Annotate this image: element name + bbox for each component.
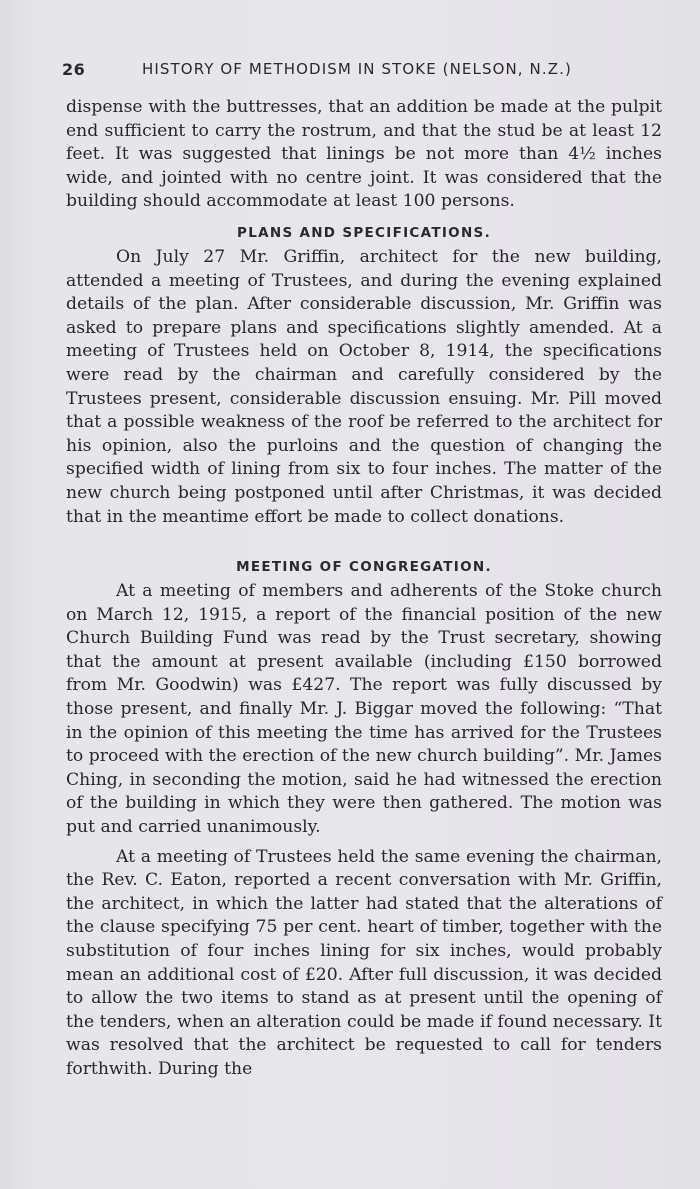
paragraph-meeting: At a meeting of members and adherents of the Stoke church on March 12, 1915, a report of the financial position of the new Church Building Fund was read by the Trust secretary, showing that the amount at present available (including £150 borrowed from Mr. Goodwin) was £427. The report was fully discussed by those present, and finally Mr. J. Biggar moved the following: “That in the opinion of this meeting the time has arrived for the Trustees to proceed with the erection of the new church building”. Mr. James Ching, in seconding the motion, said he had witnessed the erection of the building in which they were then gathered. The motion was put and carried unanimously. <box>66 581 662 838</box>
running-title: HISTORY OF METHODISM IN STOKE (NELSON, N.Z.) <box>142 60 572 78</box>
section-heading-plans: PLANS AND SPECIFICATIONS. <box>237 224 491 241</box>
paragraph-intro: dispense with the buttresses, that an addition be made at the pulpit end sufficient to carry the rostrum, and that the stud be at least 12 feet. It was suggested that linings be not more than 4½ inches wide, and jointed with no centre joint. It was considered that the building should accommodate at least 100 persons. <box>66 97 662 212</box>
page-number: 26 <box>62 60 86 79</box>
running-header <box>62 60 662 82</box>
paragraph-trustees: At a meeting of Trustees held the same evening the chairman, the Rev. C. Eaton, reported a recent conversation with Mr. Griffin, the architect, in which the latter had stated that the alterations of the clause specifying 75 per cent. heart of timber, together with the substitution of four inches lining for six inches, would probably mean an additional cost of £20. After full discussion, it was decided to allow the two items to stand as at present until the opening of the tenders, when an alteration could be made if found necessary. It was resolved that the architect be requested to call for tenders forthwith. During the <box>66 846 662 1079</box>
section-heading-meeting: MEETING OF CONGREGATION. <box>236 559 492 576</box>
paragraph-plans: On July 27 Mr. Griffin, architect for the new building, attended a meeting of Trustees, and during the evening explained details of the plan. After considerable discussion, Mr. Griffin was asked to prepare plans and specifications slightly amended. At a meeting of Trustees held on October 8, 1914, the specifications were read by the chairman and carefully considered by the Trustees present, considerable discussion ensuing. Mr. Pill moved that a possible weakness of the roof be referred to the architect for his opinion, also the purloins and the question of changing the specified width of lining from six to four inches. The matter of the new church being postponed until after Christmas, it was decided that in the meantime effort be made to collect donations. <box>66 246 662 527</box>
body-text <box>66 96 662 1082</box>
